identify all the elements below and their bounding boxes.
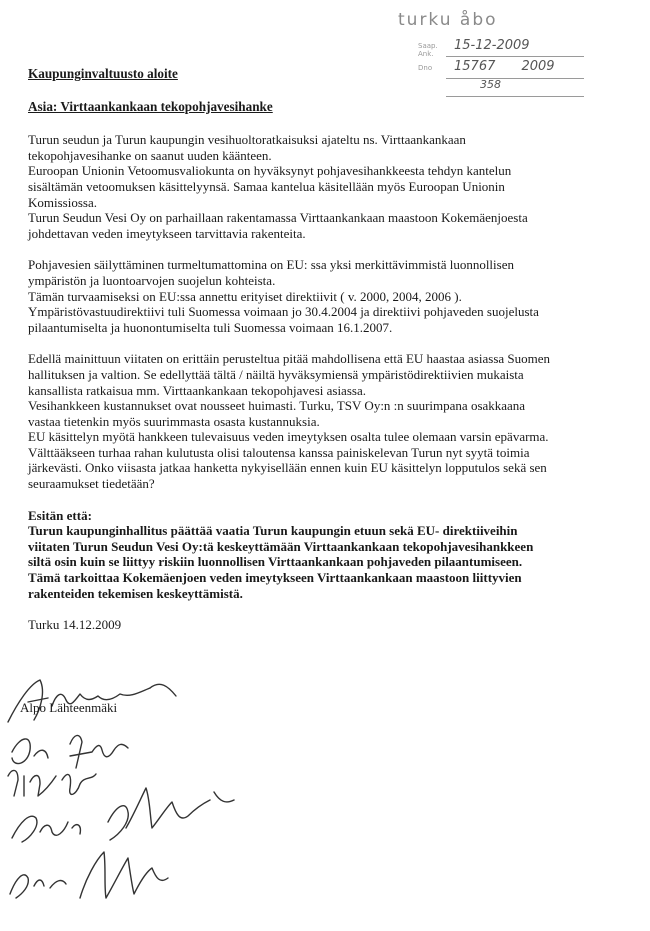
text-line: Ympäristövastuudirektiivi tuli Suomessa voimaan jo 30.4.2004 ja direktiivi pohjaveden suojelusta bbox=[28, 304, 539, 320]
text-line: johdettavan veden imeytykseen tarvittavia rakenteita. bbox=[28, 225, 306, 241]
paragraph-2 bbox=[28, 257, 628, 335]
text-line: seuraamukset tiedetään? bbox=[28, 476, 155, 492]
text-line: Vesihankkeen kustannukset ovat nousseet huimasti. Turku, TSV Oy:n :n suurimpana osakkaana bbox=[28, 398, 526, 414]
text-line: pilaantumiselta ja huonontumiselta tuli Suomessa voimaan 16.1.2007. bbox=[28, 319, 393, 335]
proposal-line: Tämä tarkoittaa Kokemäenjoen veden imeytykseen Virttaankankaan maastoon liittyvien bbox=[28, 570, 522, 586]
stamp-dno-value: 15767 2009 bbox=[454, 59, 555, 74]
document-heading: Kaupunginvaltuusto aloite bbox=[28, 66, 178, 81]
document-body bbox=[28, 66, 628, 633]
stamp-date-label: Saap. Ank. bbox=[418, 42, 438, 58]
signature-stroke bbox=[10, 875, 66, 898]
text-line: vastaa tietenkin myös suurimmasta osasta kustannuksia. bbox=[28, 413, 320, 429]
signatory-name: Alpo Lähteenmäki bbox=[20, 700, 118, 715]
text-line: Edellä mainittuun viitaten on erittäin perusteltua pitää mahdollisena että EU haastaa asiassa Suomen bbox=[28, 351, 551, 367]
proposal-line: Turun kaupunginhallitus päättää vaatia Turun kaupungin etuun sekä EU- direktiiveihin bbox=[28, 523, 518, 539]
signature-stroke bbox=[62, 774, 96, 794]
text-line: sisältämän vetoomuksen käsittelyynsä. Samaa kantelua käsitellään myös Euroopan Unionin bbox=[28, 178, 505, 194]
proposal-line: siltä osin kuin se liittyy riskiin luonnollisen Virttaankankaan pohjaveden pilaantumiseen. bbox=[28, 554, 523, 570]
signature-stroke bbox=[12, 739, 48, 764]
text-line: hallituksen ja valtion. Se edellyttää tältä / näiltä hyväksymiensä ympäristödirektiivien mukaista bbox=[28, 366, 524, 382]
text-line: Komissiossa. bbox=[28, 194, 97, 210]
proposal-line: viitaten Turun Seudun Vesi Oy:tä keskeyttämään Virttaankankaan tekopohjavesihankkeen bbox=[28, 538, 534, 554]
paragraph-1 bbox=[28, 132, 628, 241]
closing-date: Turku 14.12.2009 bbox=[28, 617, 122, 633]
stamp-line bbox=[446, 56, 584, 57]
paragraph-3 bbox=[28, 351, 628, 491]
signature-stroke bbox=[12, 816, 80, 842]
signature-stroke bbox=[108, 788, 234, 840]
text-line: Välttääkseen turhaa rahan kulutusta olisi taloutensa kanssa painiskelevan Turun nyt syytä toimia bbox=[28, 444, 530, 460]
proposal-line: Esitän että: bbox=[28, 507, 92, 523]
stamp-sub-value: 358 bbox=[480, 78, 501, 91]
stamp-dno-label: Dno bbox=[418, 64, 433, 72]
text-line: EU käsittelyn myötä hankkeen tulevaisuus veden imeytyksen osalta tulee olemaan varsin epävarma. bbox=[28, 429, 549, 445]
signature-stroke bbox=[150, 684, 176, 696]
text-line: tekopohjavesihanke on saanut uuden käänteen. bbox=[28, 147, 272, 163]
document-subject: Asia: Virttaankankaan tekopohjavesihanke bbox=[28, 98, 273, 114]
signature-stroke bbox=[8, 770, 56, 796]
stamp-date-value: 15-12-2009 bbox=[454, 38, 530, 53]
signature-area bbox=[0, 672, 320, 922]
signature-stroke bbox=[80, 852, 168, 898]
signature-stroke bbox=[70, 735, 128, 768]
text-line: Euroopan Unionin Vetoomusvaliokunta on hyväksynyt pohjavesihankkeesta tehdyn kantelun bbox=[28, 163, 512, 179]
turku-abo-logo: turku åbo bbox=[398, 10, 498, 30]
text-line: ympäristön ja luontoarvojen suojelun kohteista. bbox=[28, 272, 276, 288]
text-line: Tämän turvaamiseksi on EU:ssa annettu erityiset direktiivit ( v. 2000, 2004, 2006 ). bbox=[28, 288, 462, 304]
text-line: järkevästi. Onko viisasta jatkaa hanketta nykyisellään ennen kuin EU käsittelyn lopputulos sekä sen bbox=[28, 460, 547, 476]
text-line: Turun seudun ja Turun kaupungin vesihuoltoratkaisuksi ajateltu ns. Virttaankankaan bbox=[28, 132, 466, 148]
proposal-section bbox=[28, 508, 628, 602]
text-line: Pohjavesien säilyttäminen turmeltumattomina on EU: ssa yksi merkittävimmistä luonnollisen bbox=[28, 257, 514, 273]
text-line: kansallista ratkaisua mm. Virttaankankaan tekopohjavesi asiassa. bbox=[28, 382, 366, 398]
proposal-line: rakenteiden tekemisen keskeyttämistä. bbox=[28, 585, 243, 601]
text-line: Turun Seudun Vesi Oy on parhaillaan rakentamassa Virttaankankaan maastoon Kokemäenjoesta bbox=[28, 210, 528, 226]
